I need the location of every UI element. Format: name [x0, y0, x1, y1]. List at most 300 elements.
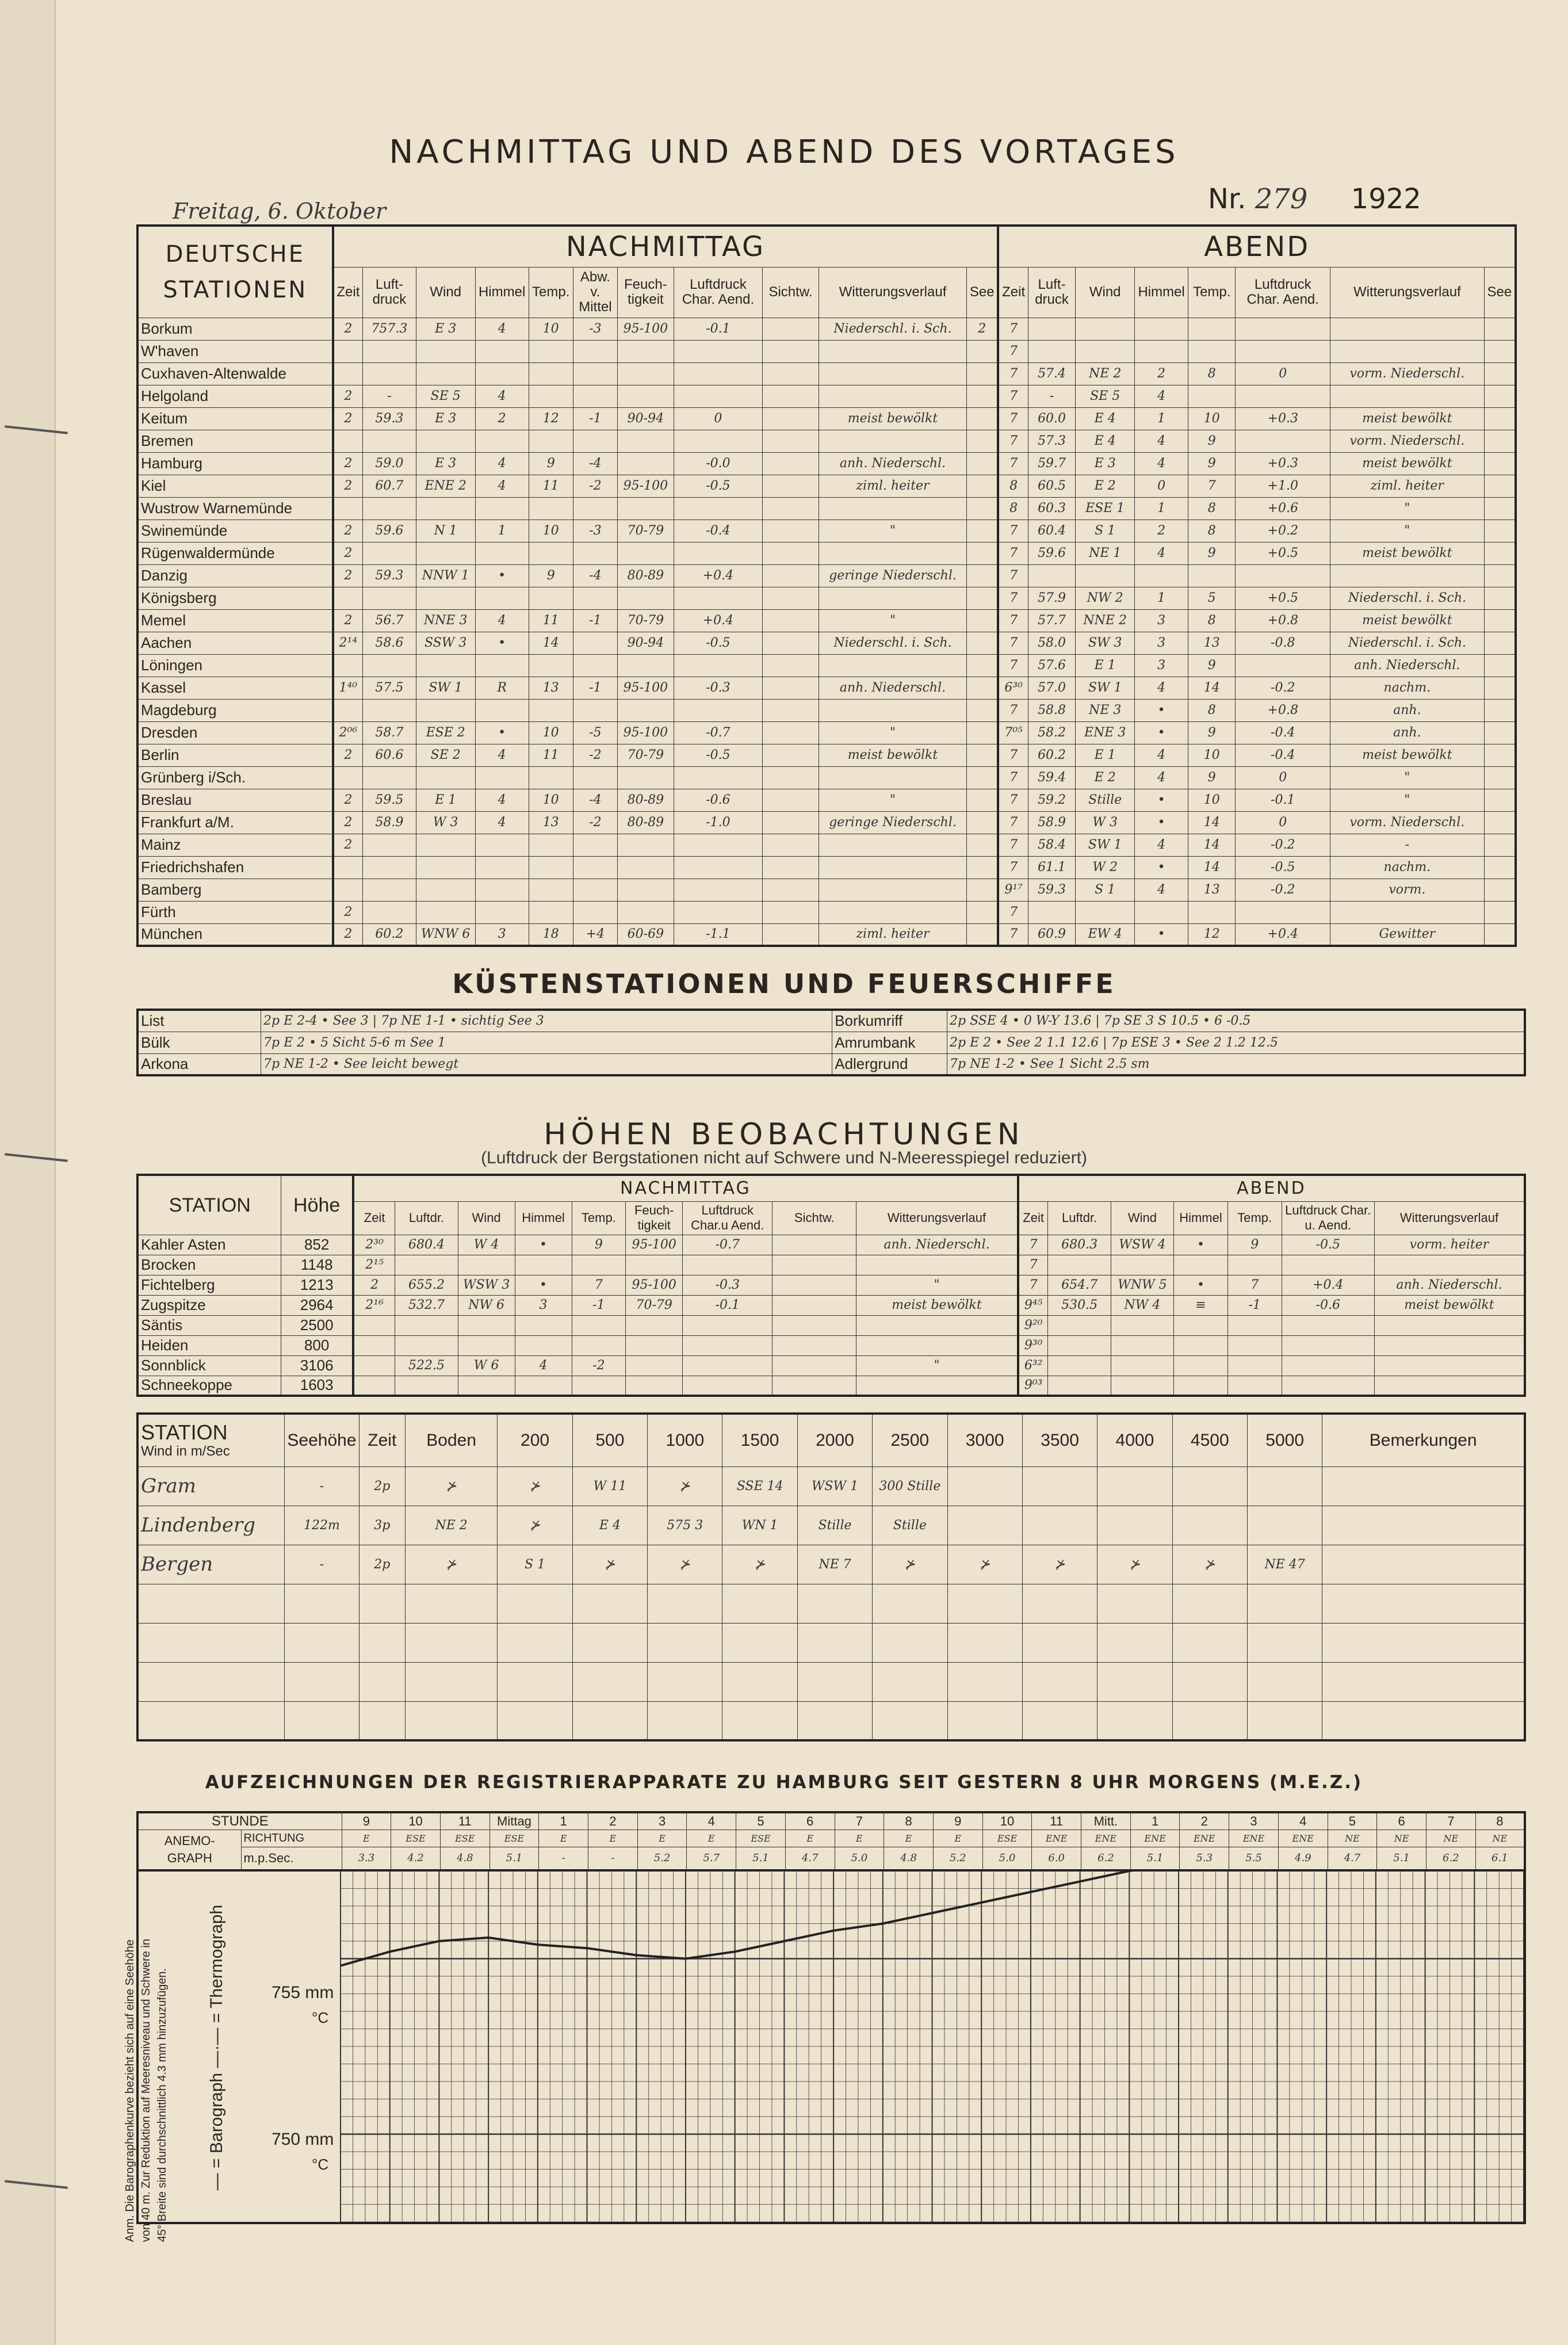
direction-cell: ENE: [1278, 1830, 1328, 1847]
abend-cell: [1484, 879, 1516, 901]
wind-cell: Stille: [797, 1506, 872, 1545]
hoehen-abend-cell: [1111, 1355, 1173, 1376]
anemo-label: ANEMO-: [164, 1833, 215, 1848]
abend-cell: anh.: [1330, 699, 1485, 721]
station-name: Bamberg: [137, 879, 333, 901]
hoehen-title: HÖHEN BEOBACHTUNGEN: [544, 1117, 1024, 1152]
hoehen-station: Kahler Asten: [137, 1235, 281, 1255]
hoehen-nachmittag-cell: 532.7: [395, 1295, 458, 1315]
hoehen-abend-cell: [1282, 1315, 1374, 1335]
hoehen-nachmittag-cell: [353, 1335, 395, 1355]
speed-cell: 4.7: [785, 1847, 835, 1870]
hoehen-nachmittag-cell: [772, 1315, 856, 1335]
hoehen-nachmittag-cell: -2: [572, 1355, 626, 1376]
direction-cell: E: [933, 1830, 982, 1847]
wind-col-header: Bemerkungen: [1322, 1414, 1525, 1466]
nachmittag-col-header: Temp.: [529, 267, 573, 318]
wind-cell-empty: [285, 1584, 359, 1623]
wind-cell-empty: [722, 1623, 797, 1662]
nachmittag-cell: 0: [674, 407, 762, 430]
nachmittag-cell: ESE 2: [416, 721, 475, 744]
hoehen-abend-cell: [1048, 1255, 1111, 1275]
hoehen-abend-cell: [1374, 1315, 1525, 1335]
abend-cell: 59.3: [1028, 879, 1075, 901]
nachmittag-cell: [363, 654, 416, 677]
station-name: Wustrow Warnemünde: [137, 497, 333, 520]
wind-cell: 122m: [285, 1506, 359, 1545]
abend-cell: +1.0: [1236, 475, 1330, 497]
nachmittag-cell: •: [475, 632, 529, 654]
issue-number: [1208, 183, 1421, 215]
abend-cell: meist bewölkt: [1330, 407, 1485, 430]
nachmittag-cell: ENE 2: [416, 475, 475, 497]
hoehen-abend-cell: -0.6: [1282, 1295, 1374, 1315]
station-name: Friedrichshafen: [137, 856, 333, 879]
nachmittag-cell: [573, 879, 617, 901]
nachmittag-cell: meist bewölkt: [819, 744, 966, 766]
wind-cell-empty: [405, 1701, 497, 1740]
nachmittag-cell: 58.9: [363, 811, 416, 834]
nachmittag-cell: 57.5: [363, 677, 416, 699]
nachmittag-cell: [763, 362, 819, 385]
date-entry: Freitag, 6. Oktober: [173, 198, 387, 224]
abend-cell: [1484, 340, 1516, 362]
nachmittag-cell: 3: [475, 923, 529, 946]
abend-cell: 7: [998, 452, 1028, 475]
nachmittag-cell: 18: [529, 923, 573, 946]
station-name: Swinemünde: [137, 520, 333, 542]
wind-col-header: Seehöhe: [285, 1414, 359, 1466]
nachmittag-cell: [529, 385, 573, 407]
speed-cell: 6.2: [1081, 1847, 1131, 1870]
nachmittag-cell: [967, 340, 999, 362]
nachmittag-cell: [819, 587, 966, 609]
abend-cell: [1484, 766, 1516, 789]
wind-row-empty: [137, 1623, 1525, 1662]
direction-cell: ESE: [391, 1830, 441, 1847]
station-name: Rügenwaldermünde: [137, 542, 333, 564]
hoehen-abend-cell: [1282, 1335, 1374, 1355]
direction-cell: ESE: [489, 1830, 539, 1847]
wind-cell-empty: [1097, 1701, 1172, 1740]
hoehen-abend-cell: [1174, 1376, 1228, 1396]
hoehen-abend-cell: 7: [1227, 1275, 1282, 1295]
nachmittag-cell: [333, 362, 363, 385]
nachmittag-cell: [763, 766, 819, 789]
hour-cell: 9: [342, 1812, 391, 1830]
hoehen-abend-cell: [1374, 1376, 1525, 1396]
abend-cell: [1236, 318, 1330, 340]
page-margin: [0, 0, 56, 2345]
nachmittag-cell: [967, 430, 999, 452]
hoehen-nachmittag-cell: 680.4: [395, 1235, 458, 1255]
abend-cell: 57.4: [1028, 362, 1075, 385]
direction-cell: ENE: [1130, 1830, 1180, 1847]
nachmittag-cell: 2⁰⁶: [333, 721, 363, 744]
nachmittag-cell: [617, 654, 674, 677]
nachmittag-cell: [573, 497, 617, 520]
nachmittag-cell: [529, 430, 573, 452]
direction-cell: ENE: [1180, 1830, 1229, 1847]
wind-cell: [1322, 1466, 1525, 1506]
wind-cell-empty: [498, 1662, 572, 1701]
wind-cell-empty: [572, 1623, 647, 1662]
wind-cell-empty: [1022, 1662, 1097, 1701]
wind-cell-empty: [648, 1662, 722, 1701]
abend-cell: 58.9: [1028, 811, 1075, 834]
nachmittag-cell: 2: [333, 520, 363, 542]
nachmittag-cell: N 1: [416, 520, 475, 542]
nachmittag-cell: -4: [573, 789, 617, 811]
abend-cell: [1076, 340, 1135, 362]
abend-cell: Gewitter: [1330, 923, 1485, 946]
wind-cell-empty: [498, 1623, 572, 1662]
abend-cell: 1: [1135, 497, 1188, 520]
nachmittag-cell: [333, 587, 363, 609]
label-755: 755 mm: [271, 1983, 334, 2002]
nachmittag-cell: [819, 699, 966, 721]
nachmittag-cell: -1: [573, 677, 617, 699]
abend-cell: 59.6: [1028, 542, 1075, 564]
nachmittag-cell: [967, 834, 999, 856]
station-name: Berlin: [137, 744, 333, 766]
hoehen-abend-cell: 9²⁰: [1018, 1315, 1048, 1335]
nachmittag-cell: [967, 520, 999, 542]
speed-cell: -: [588, 1847, 638, 1870]
nachmittag-cell: [819, 430, 966, 452]
nachmittag-cell: [617, 766, 674, 789]
nachmittag-cell: -4: [573, 452, 617, 475]
direction-cell: ESE: [440, 1830, 489, 1847]
abend-cell: [1330, 340, 1485, 362]
nachmittag-cell: [819, 497, 966, 520]
nachmittag-cell: ": [819, 609, 966, 632]
direction-cell: E: [835, 1830, 884, 1847]
abend-cell: 7: [998, 385, 1028, 407]
station-row: [137, 520, 1516, 542]
coastal-obs: 7p NE 1-2 • See leicht bewegt: [261, 1053, 832, 1075]
abend-cell: 4: [1135, 542, 1188, 564]
nachmittag-cell: +0.4: [674, 609, 762, 632]
station-row: [137, 564, 1516, 587]
hour-cell: 4: [687, 1812, 736, 1830]
wind-cell-empty: [947, 1584, 1022, 1623]
nachmittag-cell: -2: [573, 744, 617, 766]
abend-cell: SW 1: [1076, 834, 1135, 856]
abend-cell: 4: [1135, 834, 1188, 856]
wind-cell-empty: [648, 1701, 722, 1740]
abend-cell: 58.4: [1028, 834, 1075, 856]
abend-cell: 8: [998, 497, 1028, 520]
abend-cell: [1330, 564, 1485, 587]
abend-cell: 8: [998, 475, 1028, 497]
hour-cell: 10: [391, 1812, 441, 1830]
nachmittag-cell: [416, 497, 475, 520]
section-nachmittag: NACHMITTAG: [333, 226, 999, 267]
abend-cell: NE 3: [1076, 699, 1135, 721]
nachmittag-cell: 90-94: [617, 407, 674, 430]
nachmittag-cell: -0.4: [674, 520, 762, 542]
hoehen-nachmittag-cell: -0.3: [683, 1275, 772, 1295]
wind-cell-empty: [1097, 1584, 1172, 1623]
nachmittag-cell: [674, 542, 762, 564]
hour-cell: Mittag: [489, 1812, 539, 1830]
abend-cell: 7: [998, 699, 1028, 721]
hoehen-nachmittag-cell: ": [856, 1355, 1018, 1376]
wind-cell: [1172, 1506, 1247, 1545]
station-name: Aachen: [137, 632, 333, 654]
speed-cell: 5.0: [835, 1847, 884, 1870]
speed-cell: 4.7: [1328, 1847, 1377, 1870]
nachmittag-cell: [363, 497, 416, 520]
wind-cell-empty: [359, 1584, 405, 1623]
hour-cell: Mitt.: [1081, 1812, 1131, 1830]
nachmittag-cell: 70-79: [617, 744, 674, 766]
nachmittag-cell: 11: [529, 475, 573, 497]
nachmittag-cell: [529, 901, 573, 923]
abend-cell: [1188, 340, 1236, 362]
nachmittag-cell: [475, 699, 529, 721]
nachmittag-cell: •: [475, 564, 529, 587]
nachmittag-cell: [363, 901, 416, 923]
wind-cell: [947, 1506, 1022, 1545]
nachmittag-cell: [763, 609, 819, 632]
abend-cell: E 2: [1076, 475, 1135, 497]
hoehen-abend-col: Luftdruck Char. u. Aend.: [1282, 1201, 1374, 1235]
nachmittag-cell: Niederschl. i. Sch.: [819, 632, 966, 654]
hoehen-nachmittag-cell: -1: [572, 1295, 626, 1315]
nachmittag-cell: [529, 766, 573, 789]
abend-col-header: Luftdruck Char. Aend.: [1236, 267, 1330, 318]
hoehen-nachmittag-cell: [572, 1335, 626, 1355]
direction-cell: E: [785, 1830, 835, 1847]
nachmittag-cell: 2: [333, 542, 363, 564]
nachmittag-cell: 10: [529, 789, 573, 811]
nachmittag-cell: [674, 497, 762, 520]
abend-cell: 4: [1135, 430, 1188, 452]
wind-cell-empty: [405, 1584, 497, 1623]
nachmittag-cell: [967, 654, 999, 677]
hoehen-nachmittag-cell: [683, 1355, 772, 1376]
hoehen-abend-cell: [1227, 1315, 1282, 1335]
hoehen-hoehe: 2964: [281, 1295, 353, 1315]
nachmittag-cell: [475, 654, 529, 677]
abend-cell: [1330, 385, 1485, 407]
hoehen-nachmittag-cell: 655.2: [395, 1275, 458, 1295]
nachmittag-cell: -0.7: [674, 721, 762, 744]
station-row: [137, 587, 1516, 609]
abend-cell: 4: [1135, 744, 1188, 766]
nachmittag-cell: -1: [573, 407, 617, 430]
hoehen-abend-cell: [1227, 1335, 1282, 1355]
wind-cell: [1097, 1466, 1172, 1506]
nachmittag-cell: [363, 834, 416, 856]
wind-cell-empty: [873, 1701, 947, 1740]
abend-cell: -0.2: [1236, 834, 1330, 856]
hoehen-nachmittag-col: Himmel: [515, 1201, 572, 1235]
abend-cell: 57.0: [1028, 677, 1075, 699]
nachmittag-cell: 95-100: [617, 475, 674, 497]
abend-cell: [1484, 609, 1516, 632]
hoehen-nachmittag-cell: [683, 1376, 772, 1396]
hoehen-nachmittag-cell: [626, 1335, 683, 1355]
station-name: Mainz: [137, 834, 333, 856]
wind-cell-empty: [1172, 1584, 1247, 1623]
nachmittag-cell: •: [475, 721, 529, 744]
nachmittag-cell: SE 5: [416, 385, 475, 407]
direction-cell: NE: [1328, 1830, 1377, 1847]
station-name: Kassel: [137, 677, 333, 699]
abend-cell: 57.3: [1028, 430, 1075, 452]
hoehen-abend-col: Himmel: [1174, 1201, 1228, 1235]
nachmittag-cell: [475, 542, 529, 564]
station-row: [137, 385, 1516, 407]
hoehen-abend-cell: 9³⁰: [1018, 1335, 1048, 1355]
wind-cell-empty: [1022, 1701, 1097, 1740]
direction-cell: ENE: [1229, 1830, 1279, 1847]
speed-cell: 5.3: [1180, 1847, 1229, 1870]
hoehen-nachmittag-col: Temp.: [572, 1201, 626, 1235]
hoehen-nachmittag-col: Sichtw.: [772, 1201, 856, 1235]
nachmittag-cell: [529, 856, 573, 879]
direction-cell: E: [687, 1830, 736, 1847]
nachmittag-cell: [416, 654, 475, 677]
nachmittag-cell: 59.0: [363, 452, 416, 475]
nachmittag-cell: 9: [529, 564, 573, 587]
abend-cell: 9: [1188, 721, 1236, 744]
nachmittag-cell: [617, 587, 674, 609]
wind-cell: ⊁: [648, 1545, 722, 1584]
nachmittag-cell: 11: [529, 744, 573, 766]
abend-cell: [1188, 901, 1236, 923]
abend-cell: [1484, 362, 1516, 385]
abend-cell: [1484, 497, 1516, 520]
hoehen-section-nachmittag: NACHMITTAG: [353, 1175, 1018, 1201]
stunde-label: STUNDE: [137, 1812, 342, 1830]
nachmittag-cell: [617, 834, 674, 856]
abend-cell: 59.4: [1028, 766, 1075, 789]
nachmittag-col-header: See: [967, 267, 999, 318]
hoehen-abend-cell: •: [1174, 1275, 1228, 1295]
hour-cell: 2: [1180, 1812, 1229, 1830]
nachmittag-cell: anh. Niederschl.: [819, 452, 966, 475]
hoehen-nachmittag-cell: [772, 1255, 856, 1275]
hoehen-nachmittag-cell: [458, 1376, 515, 1396]
hour-cell: 3: [637, 1812, 687, 1830]
abend-cell: 7: [998, 564, 1028, 587]
barograph-chart: [341, 1871, 1524, 2222]
hoehen-abend-cell: 654.7: [1048, 1275, 1111, 1295]
nachmittag-cell: [674, 587, 762, 609]
hoehen-nachmittag-cell: ": [856, 1275, 1018, 1295]
abend-cell: 7: [998, 362, 1028, 385]
abend-col-header: Temp.: [1188, 267, 1236, 318]
speed-cell: 5.5: [1229, 1847, 1279, 1870]
nachmittag-cell: [674, 654, 762, 677]
wind-station-header: [137, 1414, 285, 1466]
nachmittag-col-header: Wind: [416, 267, 475, 318]
hour-cell: 1: [1130, 1812, 1180, 1830]
hoehen-abend-cell: [1174, 1335, 1228, 1355]
nachmittag-cell: 4: [475, 452, 529, 475]
nachmittag-cell: [416, 856, 475, 879]
abend-cell: 7: [998, 340, 1028, 362]
abend-cell: [1484, 520, 1516, 542]
nachmittag-cell: [333, 856, 363, 879]
nachmittag-cell: [363, 542, 416, 564]
abend-cell: [1028, 901, 1075, 923]
abend-cell: NW 2: [1076, 587, 1135, 609]
wind-cell: ⊁: [405, 1545, 497, 1584]
nachmittag-cell: [573, 699, 617, 721]
abend-cell: [1484, 564, 1516, 587]
nachmittag-cell: 13: [529, 811, 573, 834]
hour-cell: 2: [588, 1812, 638, 1830]
wind-cell-empty: [1247, 1623, 1322, 1662]
abend-cell: meist bewölkt: [1330, 744, 1485, 766]
wind-cell: -: [285, 1545, 359, 1584]
nachmittag-cell: R: [475, 677, 529, 699]
nachmittag-cell: [674, 901, 762, 923]
station-row: [137, 340, 1516, 362]
abend-cell: [1028, 318, 1075, 340]
hoehen-nachmittag-col: Wind: [458, 1201, 515, 1235]
nachmittag-cell: [763, 632, 819, 654]
abend-cell: -0.8: [1236, 632, 1330, 654]
hour-cell: 5: [1328, 1812, 1377, 1830]
abend-cell: 60.5: [1028, 475, 1075, 497]
nachmittag-cell: 2: [333, 744, 363, 766]
abend-cell: [1028, 564, 1075, 587]
abend-cell: -0.5: [1236, 856, 1330, 879]
nachmittag-cell: 60.6: [363, 744, 416, 766]
abend-cell: 57.7: [1028, 609, 1075, 632]
nachmittag-cell: [967, 475, 999, 497]
abend-cell: meist bewölkt: [1330, 452, 1485, 475]
nachmittag-cell: [967, 385, 999, 407]
wind-cell-empty: [1247, 1662, 1322, 1701]
abend-cell: [1188, 318, 1236, 340]
wind-cell-empty: [1322, 1584, 1525, 1623]
abend-cell: 14: [1188, 677, 1236, 699]
abend-cell: 57.9: [1028, 587, 1075, 609]
abend-cell: +0.3: [1236, 452, 1330, 475]
abend-cell: [1236, 654, 1330, 677]
speed-cell: 6.0: [1032, 1847, 1081, 1870]
hoehen-abend-cell: 9⁰³: [1018, 1376, 1048, 1396]
hoehen-station: Sonnblick: [137, 1355, 281, 1376]
nachmittag-cell: [416, 362, 475, 385]
hoehen-nachmittag-cell: 2¹⁶: [353, 1295, 395, 1315]
abend-cell: 7: [998, 430, 1028, 452]
nachmittag-cell: [333, 340, 363, 362]
nachmittag-cell: [763, 677, 819, 699]
hoehen-nachmittag-cell: [572, 1315, 626, 1335]
wind-unit-label: Wind in m/Sec: [141, 1443, 230, 1459]
station-row: [137, 452, 1516, 475]
hour-cell: 11: [1032, 1812, 1081, 1830]
nachmittag-cell: NNE 3: [416, 609, 475, 632]
station-row: [137, 901, 1516, 923]
abend-cell: [1484, 430, 1516, 452]
coastal-station: List: [137, 1010, 261, 1032]
hoehen-abend-cell: [1174, 1315, 1228, 1335]
nachmittag-cell: [475, 587, 529, 609]
abend-cell: 2: [1135, 362, 1188, 385]
hoehen-nachmittag-cell: W 6: [458, 1355, 515, 1376]
nachmittag-cell: -3: [573, 318, 617, 340]
nachmittag-cell: 4: [475, 318, 529, 340]
